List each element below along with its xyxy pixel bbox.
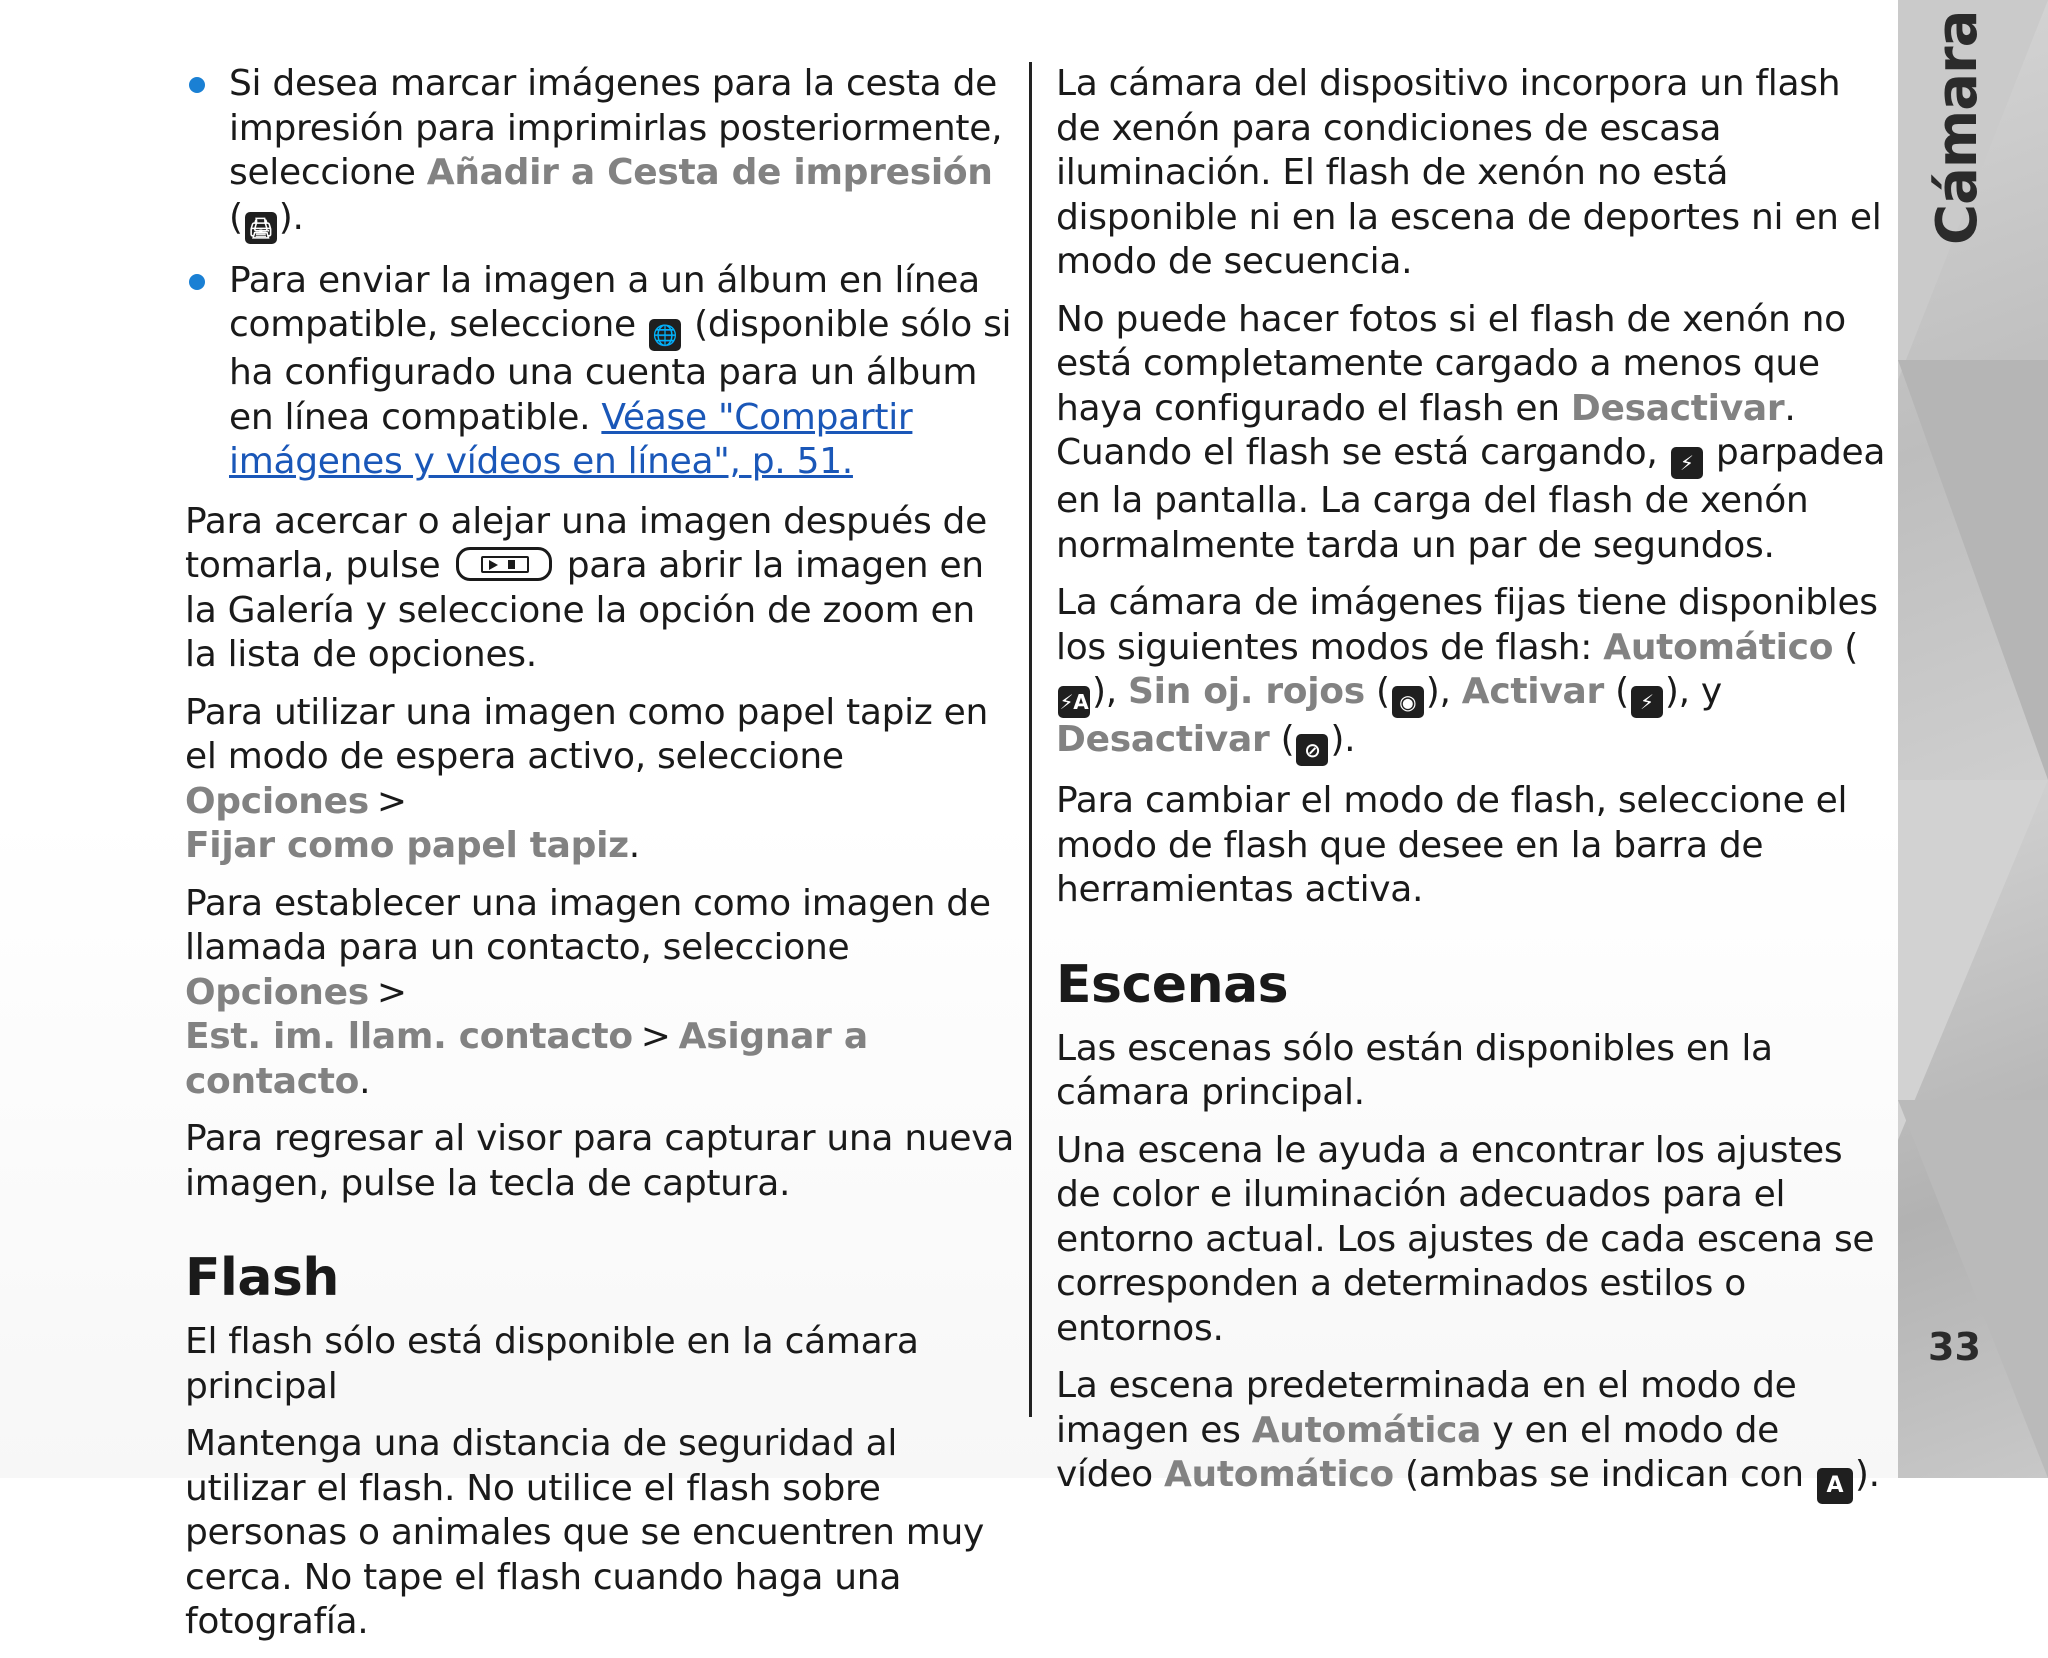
print-basket-icon: 🖨 [245, 212, 277, 244]
flash-paragraph-1: El flash sólo está disponible en la cámara principal [185, 1321, 919, 1407]
red-eye-icon: ◉ [1392, 686, 1424, 718]
right-column [1056, 62, 1886, 1517]
cross-reference-link[interactable]: Véase "Compartir imágenes y vídeos en línea", p. 51. [229, 396, 913, 482]
flash-paragraph-2: Mantenga una distancia de seguridad al utilizar el flash. No utilice el flash sobre personas o animales que se encuentren muy cerca. No tape el flash cuando haga una fotografía. [185, 1423, 985, 1642]
online-share-globe-icon: 🌐 [649, 319, 681, 351]
menu-option-assign-contact: Asignar a contacto [185, 1016, 868, 1102]
change-flash-paragraph: Para cambiar el modo de flash, seleccione el modo de flash que desee en la barra de herramientas activa. [1056, 780, 1848, 910]
scenes-paragraph-1: Las escenas sólo están disponibles en la cámara principal. [1056, 1027, 1773, 1113]
default-scene-paragraph: La escena predeterminada en el modo de imagen es Automática y en el modo de vídeo Automático (ambas se indican con A ). [1056, 1364, 1886, 1504]
automatic-scene-icon: A [1817, 1468, 1853, 1504]
flash-modes-paragraph: La cámara de imágenes fijas tiene disponibles los siguientes modos de flash: Automático (⚡A), Sin oj. rojos ( ◉ ), Activar ( ⚡ ), y Desactivar ( ⊘ ). [1056, 581, 1886, 766]
flash-mode-off: Desactivar [1056, 719, 1270, 760]
flash-charging-icon: ⚡ [1671, 447, 1703, 479]
flash-heading: Flash [185, 1248, 339, 1308]
menu-option-options: Opciones [185, 780, 369, 822]
column-divider [1029, 62, 1032, 1417]
scenes-paragraph-2: Una escena le ayuda a encontrar los ajustes de color e iluminación adecuados para el entorno actual. Los ajustes de cada escena se corresponden a determinados estilos o entornos. [1056, 1129, 1875, 1349]
menu-option-set-call-image: Est. im. llam. contacto [185, 1016, 633, 1057]
zoom-paragraph: Para acercar o alejar una imagen después de tomarla, pulse para abrir la imagen en la Galería y seleccione la opción de zoom en la lista de opciones. [185, 500, 987, 675]
bullet-list [185, 62, 1015, 485]
list-item: Para enviar la imagen a un álbum en línea compatible, seleccione 🌐 (disponible sólo si ha configurado una cuenta para un álbum en línea compatible. Véase "Compartir imágenes y vídeos en línea", p. 51. [185, 259, 1015, 485]
flash-on-icon: ⚡ [1631, 686, 1663, 718]
wallpaper-paragraph: Para utilizar una imagen como papel tapiz en el modo de espera activo, seleccione Opciones > Fijar como papel tapiz. [185, 691, 988, 866]
xenon-flash-paragraph: La cámara del dispositivo incorpora un flash de xenón para condiciones de escasa iluminación. El flash de xenón no está disponible ni en la escena de deportes ni en el modo de secuencia. [1056, 63, 1882, 282]
return-paragraph: Para regresar al visor para capturar una nueva imagen, pulse la tecla de captura. [185, 1118, 1014, 1204]
flash-mode-red-eye: Sin oj. rojos [1128, 671, 1365, 712]
menu-option-off: Desactivar [1570, 387, 1785, 429]
menu-option-set-wallpaper: Fijar como papel tapiz [185, 825, 629, 866]
section-title: Cámara [1925, 10, 1990, 245]
list-item: Si desea marcar imágenes para la cesta de impresión para imprimirlas posteriormente, seleccione Añadir a Cesta de impresión ( 🖨 ). [185, 62, 1015, 244]
scenes-heading: Escenas [1056, 954, 1289, 1015]
page-number: 33 [1928, 1325, 1981, 1369]
flash-mode-automatic: Automático [1603, 626, 1834, 668]
calling-image-paragraph: Para establecer una imagen como imagen de llamada para un contacto, seleccione Opciones > Est. im. llam. contacto > Asignar a contacto. [185, 882, 991, 1102]
flash-mode-on: Activar [1461, 671, 1604, 712]
scene-automatic-video: Automático [1163, 1454, 1394, 1495]
flash-off-icon: ⊘ [1296, 734, 1328, 766]
flash-charging-paragraph: No puede hacer fotos si el flash de xenón no está completamente cargado a menos que haya configurado el flash en Desactivar. Cuando el flash se está cargando, ⚡ parpadea en la pantalla. La carga del flash de xenón normalmente tarda un par de segundos. [1056, 298, 1886, 566]
left-column [185, 62, 1015, 1658]
menu-option-add-to-print-basket: Añadir a Cesta de impresión [426, 152, 993, 193]
flash-auto-icon: ⚡A [1058, 686, 1090, 718]
menu-option-options: Opciones [185, 971, 369, 1013]
gallery-key-icon [456, 547, 552, 581]
scene-automatic-image: Automática [1251, 1409, 1482, 1451]
